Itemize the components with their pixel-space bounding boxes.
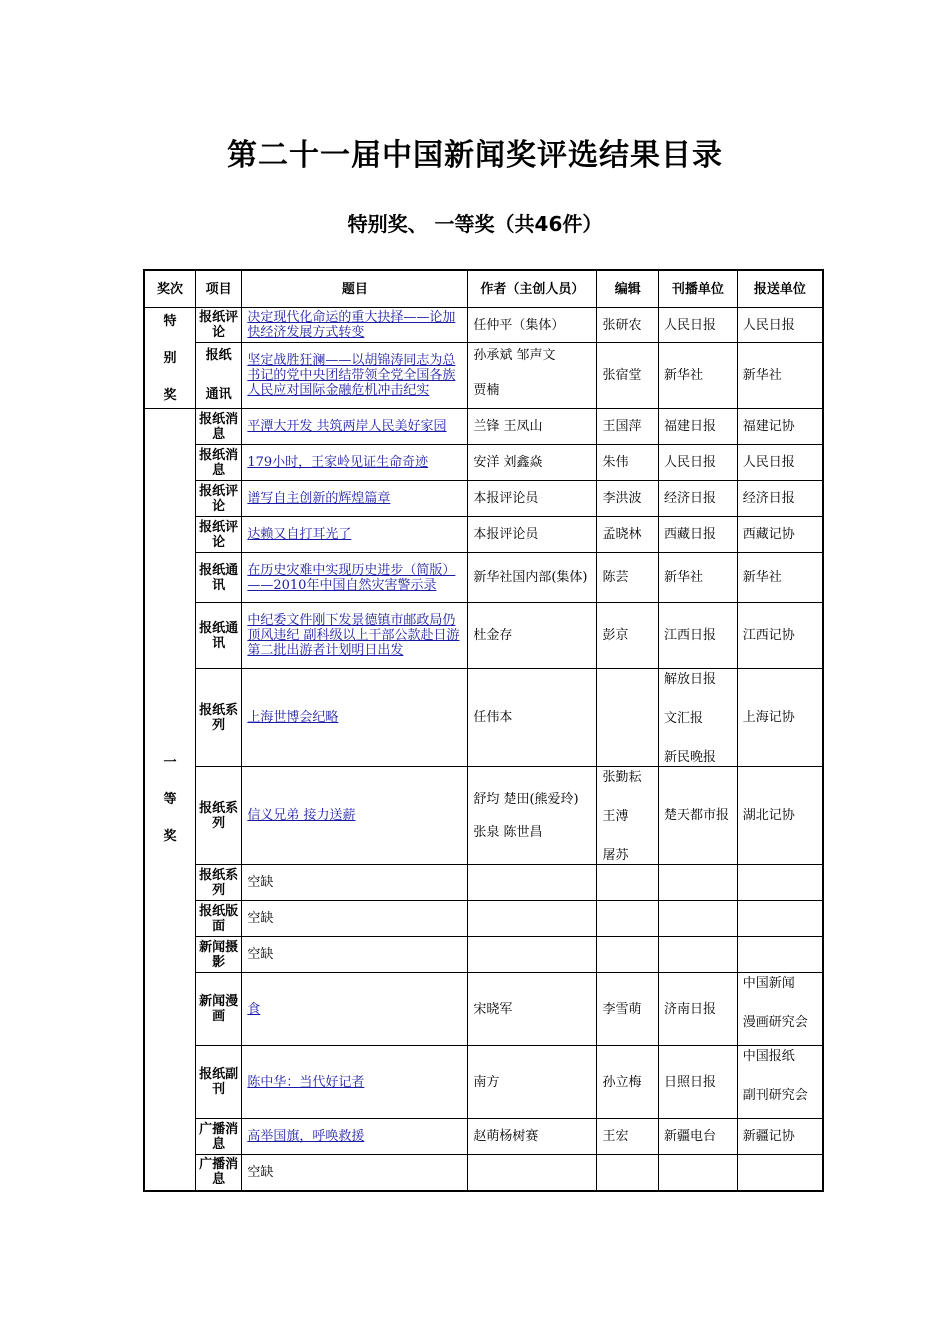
title-link[interactable]: 平潭大开发 共筑两岸人民美好家园 <box>242 409 468 445</box>
title-link[interactable]: 达赖又自打耳光了 <box>242 517 468 553</box>
submitter-cell: 新疆记协 <box>737 1119 823 1155</box>
submitter-cell <box>737 937 823 973</box>
table-row <box>144 767 823 865</box>
submitter-cell: 中国报纸 副刊研究会 <box>737 1046 823 1119</box>
publisher-cell <box>659 1155 738 1191</box>
project-cell: 报纸系列 <box>195 669 241 767</box>
title-link[interactable]: 179小时，王家岭见证生命奇迹 <box>242 445 468 481</box>
title-link[interactable]: 决定现代化命运的重大抉择——论加快经济发展方式转变 <box>242 308 468 343</box>
page-subtitle: 特别奖、 一等奖（共46件） <box>347 212 603 236</box>
table-row <box>144 669 823 767</box>
table-row <box>144 343 823 409</box>
publisher-cell: 新华社 <box>659 553 738 603</box>
publisher-cell: 楚天都市报 <box>659 767 738 865</box>
title-cell: 空缺 <box>242 1155 468 1191</box>
project-cell: 报纸 通讯 <box>195 343 241 409</box>
publisher-cell: 经济日报 <box>659 481 738 517</box>
header-author: 作者（主创人员） <box>468 270 597 308</box>
submitter-cell: 新华社 <box>737 553 823 603</box>
author-cell: 本报评论员 <box>468 481 597 517</box>
title-link[interactable]: 上海世博会纪略 <box>242 669 468 767</box>
submitter-cell: 人民日报 <box>737 308 823 343</box>
submitter-cell: 湖北记协 <box>737 767 823 865</box>
submitter-cell: 上海记协 <box>737 669 823 767</box>
publisher-cell: 新疆电台 <box>659 1119 738 1155</box>
title-link[interactable]: 在历史灾难中实现历史进步（简版）——2010年中国自然灾害警示录 <box>242 553 468 603</box>
editor-cell: 孙立梅 <box>597 1046 659 1119</box>
table-row <box>144 865 823 901</box>
author-cell: 任伟本 <box>468 669 597 767</box>
submitter-cell: 经济日报 <box>737 481 823 517</box>
project-cell: 报纸评论 <box>195 517 241 553</box>
editor-cell: 李雪萌 <box>597 973 659 1046</box>
editor-cell <box>597 669 659 767</box>
editor-cell: 孟晓林 <box>597 517 659 553</box>
header-publisher: 刊播单位 <box>659 270 738 308</box>
editor-cell: 张勤耘 王溥 屠苏 <box>597 767 659 865</box>
title-link[interactable]: 坚定战胜狂澜——以胡锦涛同志为总书记的党中央团结带领全党全国各族人民应对国际金融危机冲击纪实 <box>242 343 468 409</box>
title-link[interactable]: 陈中华：当代好记者 <box>242 1046 468 1119</box>
title-link[interactable]: 中纪委文件刚下发景德镇市邮政局仍顶风违纪 副科级以上干部公款赴日游 第二批出游者计划明日出发 <box>242 603 468 669</box>
page-title: 第二十一届中国新闻奖评选结果目录 <box>227 138 723 173</box>
author-cell: 兰锋 王凤山 <box>468 409 597 445</box>
table-row <box>144 481 823 517</box>
publisher-cell: 解放日报 文汇报 新民晚报 <box>659 669 738 767</box>
editor-cell: 张研农 <box>597 308 659 343</box>
project-cell: 报纸评论 <box>195 481 241 517</box>
author-cell <box>468 901 597 937</box>
editor-cell: 彭京 <box>597 603 659 669</box>
project-cell: 报纸副刊 <box>195 1046 241 1119</box>
submitter-cell <box>737 901 823 937</box>
editor-cell <box>597 865 659 901</box>
project-cell: 广播消息 <box>195 1119 241 1155</box>
category-first: 一 等 奖 <box>144 409 195 1191</box>
author-cell <box>468 1155 597 1191</box>
title-cell: 空缺 <box>242 865 468 901</box>
table-row <box>144 1155 823 1191</box>
project-cell: 报纸系列 <box>195 865 241 901</box>
author-cell: 本报评论员 <box>468 517 597 553</box>
author-cell <box>468 865 597 901</box>
publisher-cell: 福建日报 <box>659 409 738 445</box>
title-cell: 空缺 <box>242 901 468 937</box>
table-row <box>144 1046 823 1119</box>
project-cell: 报纸系列 <box>195 767 241 865</box>
author-cell: 新华社国内部(集体) <box>468 553 597 603</box>
submitter-cell: 江西记协 <box>737 603 823 669</box>
editor-cell: 陈芸 <box>597 553 659 603</box>
project-cell: 报纸版面 <box>195 901 241 937</box>
project-cell: 广播消息 <box>195 1155 241 1191</box>
results-table <box>143 269 824 1192</box>
project-cell: 新闻漫画 <box>195 973 241 1046</box>
editor-cell: 张宿堂 <box>597 343 659 409</box>
editor-cell <box>597 937 659 973</box>
table-row <box>144 517 823 553</box>
header-submitter: 报送单位 <box>737 270 823 308</box>
table-row <box>144 553 823 603</box>
publisher-cell: 济南日报 <box>659 973 738 1046</box>
author-cell: 安洋 刘鑫焱 <box>468 445 597 481</box>
editor-cell: 李洪波 <box>597 481 659 517</box>
table-row <box>144 937 823 973</box>
title-link[interactable]: 高举国旗，呼唤救援 <box>242 1119 468 1155</box>
editor-cell: 王宏 <box>597 1119 659 1155</box>
submitter-cell <box>737 1155 823 1191</box>
header-project: 项目 <box>195 270 241 308</box>
editor-cell: 王国萍 <box>597 409 659 445</box>
submitter-cell: 人民日报 <box>737 445 823 481</box>
submitter-cell <box>737 865 823 901</box>
author-cell: 杜金存 <box>468 603 597 669</box>
project-cell: 报纸消息 <box>195 409 241 445</box>
project-cell: 报纸通讯 <box>195 553 241 603</box>
editor-cell: 朱伟 <box>597 445 659 481</box>
title-cell: 空缺 <box>242 937 468 973</box>
table-row <box>144 603 823 669</box>
publisher-cell <box>659 865 738 901</box>
publisher-cell: 人民日报 <box>659 445 738 481</box>
editor-cell <box>597 1155 659 1191</box>
project-cell: 报纸通讯 <box>195 603 241 669</box>
publisher-cell: 日照日报 <box>659 1046 738 1119</box>
publisher-cell: 人民日报 <box>659 308 738 343</box>
publisher-cell: 新华社 <box>659 343 738 409</box>
category-special: 特 别 奖 <box>144 308 195 409</box>
author-cell: 孙承斌 邹声文 贾楠 <box>468 343 597 409</box>
project-cell: 报纸消息 <box>195 445 241 481</box>
author-cell: 舒均 楚田(熊爱玲) 张泉 陈世昌 <box>468 767 597 865</box>
table-row <box>144 973 823 1046</box>
submitter-cell: 西藏记协 <box>737 517 823 553</box>
header-award: 奖次 <box>144 270 195 308</box>
table-row <box>144 1119 823 1155</box>
table-row <box>144 445 823 481</box>
publisher-cell <box>659 937 738 973</box>
author-cell <box>468 937 597 973</box>
author-cell: 赵萌杨树赛 <box>468 1119 597 1155</box>
publisher-cell: 江西日报 <box>659 603 738 669</box>
header-editor: 编辑 <box>597 270 659 308</box>
author-cell: 南方 <box>468 1046 597 1119</box>
table-header-row <box>144 270 823 308</box>
publisher-cell <box>659 901 738 937</box>
title-link[interactable]: 谱写自主创新的辉煌篇章 <box>242 481 468 517</box>
submitter-cell: 新华社 <box>737 343 823 409</box>
header-title: 题目 <box>242 270 468 308</box>
editor-cell <box>597 901 659 937</box>
table-row <box>144 901 823 937</box>
author-cell: 宋晓军 <box>468 973 597 1046</box>
publisher-cell: 西藏日报 <box>659 517 738 553</box>
submitter-cell: 中国新闻 漫画研究会 <box>737 973 823 1046</box>
table-row <box>144 308 823 343</box>
table-row <box>144 409 823 445</box>
title-link[interactable]: 食 <box>242 973 468 1046</box>
project-cell: 报纸评论 <box>195 308 241 343</box>
title-link[interactable]: 信义兄弟 接力送薪 <box>242 767 468 865</box>
project-cell: 新闻摄影 <box>195 937 241 973</box>
submitter-cell: 福建记协 <box>737 409 823 445</box>
author-cell: 任仲平（集体） <box>468 308 597 343</box>
